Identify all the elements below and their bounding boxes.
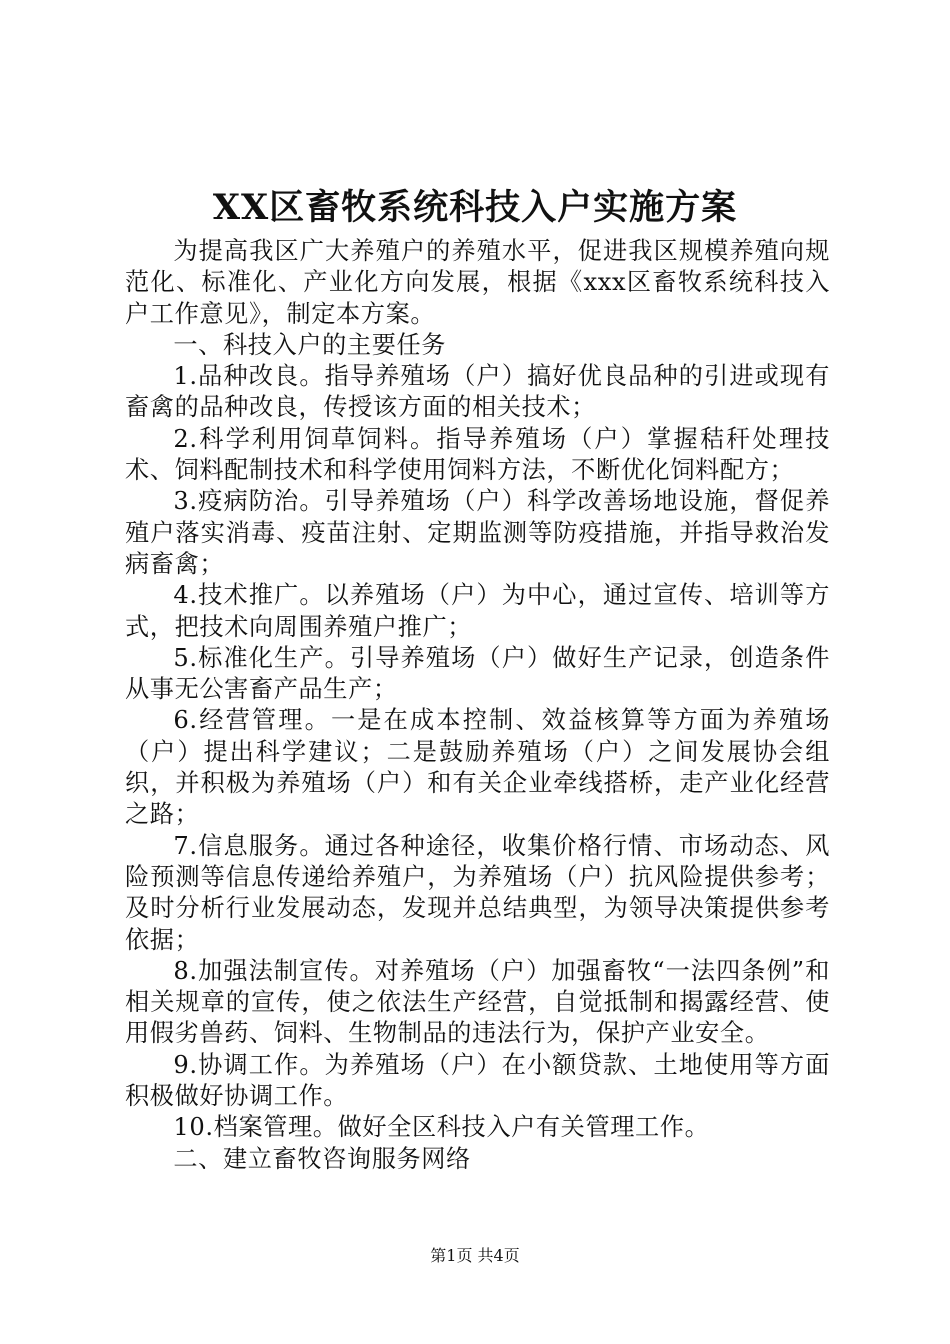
task-item-3: 3.疫病防治。引导养殖场（户）科学改善场地设施，督促养殖户落实消毒、疫苗注射、定期监测等防疫措施，并指导救治发病畜禽； — [125, 487, 830, 578]
task-item-5: 5.标准化生产。引导养殖场（户）做好生产记录，创造条件从事无公害畜产品生产； — [125, 643, 830, 704]
task-item-7: 7.信息服务。通过各种途径，收集价格行情、市场动态、风险预测等信息传递给养殖户，为养殖场（户）抗风险提供参考；及时分析行业发展动态，发现并总结典型，为领导决策提供参考依据； — [125, 831, 830, 954]
intro-paragraph: 为提高我区广大养殖户的养殖水平，促进我区规模养殖向规范化、标准化、产业化方向发展，根据《xxx区畜牧系统科技入户工作意见》，制定本方案。 — [125, 237, 830, 328]
section-heading-1: 一、科技入户的主要任务 — [173, 330, 447, 359]
task-item-8: 8.加强法制宣传。对养殖场（户）加强畜牧“一法四条例”和相关规章的宣传，使之依法生产经营，自觉抵制和揭露经营、使用假劣兽药、饲料、生物制品的违法行为，保护产业安全。 — [125, 956, 830, 1048]
task-item-9: 9.协调工作。为养殖场（户）在小额贷款、土地使用等方面积极做好协调工作。 — [125, 1050, 830, 1111]
task-item-4: 4.技术推广。以养殖场（户）为中心，通过宣传、培训等方式，把技术向周围养殖户推广； — [125, 581, 830, 641]
task-item-2: 2.科学利用饲草饲料。指导养殖场（户）掌握秸秆处理技术、饲料配制技术和科学使用饲料方法，不断优化饲料配方； — [125, 424, 830, 485]
task-item-6: 6.经营管理。一是在成本控制、效益核算等方面为养殖场（户）提出科学建议；二是鼓励养殖场（户）之间发展协会组织，并积极为养殖场（户）和有关企业牵线搭桥，走产业化经营之路； — [125, 706, 830, 829]
document-title: XX区畜牧系统科技入户实施方案 — [212, 187, 738, 228]
task-item-10: 10.档案管理。做好全区科技入户有关管理工作。 — [173, 1113, 710, 1142]
task-item-1: 1.品种改良。指导养殖场（户）搞好优良品种的引进或现有畜禽的品种改良，传授该方面的相关技术； — [125, 362, 830, 422]
section-heading-2: 二、建立畜牧咨询服务网络 — [173, 1144, 471, 1173]
page-footer: 第1页 共4页 — [430, 1246, 520, 1265]
document-body — [125, 236, 830, 1175]
